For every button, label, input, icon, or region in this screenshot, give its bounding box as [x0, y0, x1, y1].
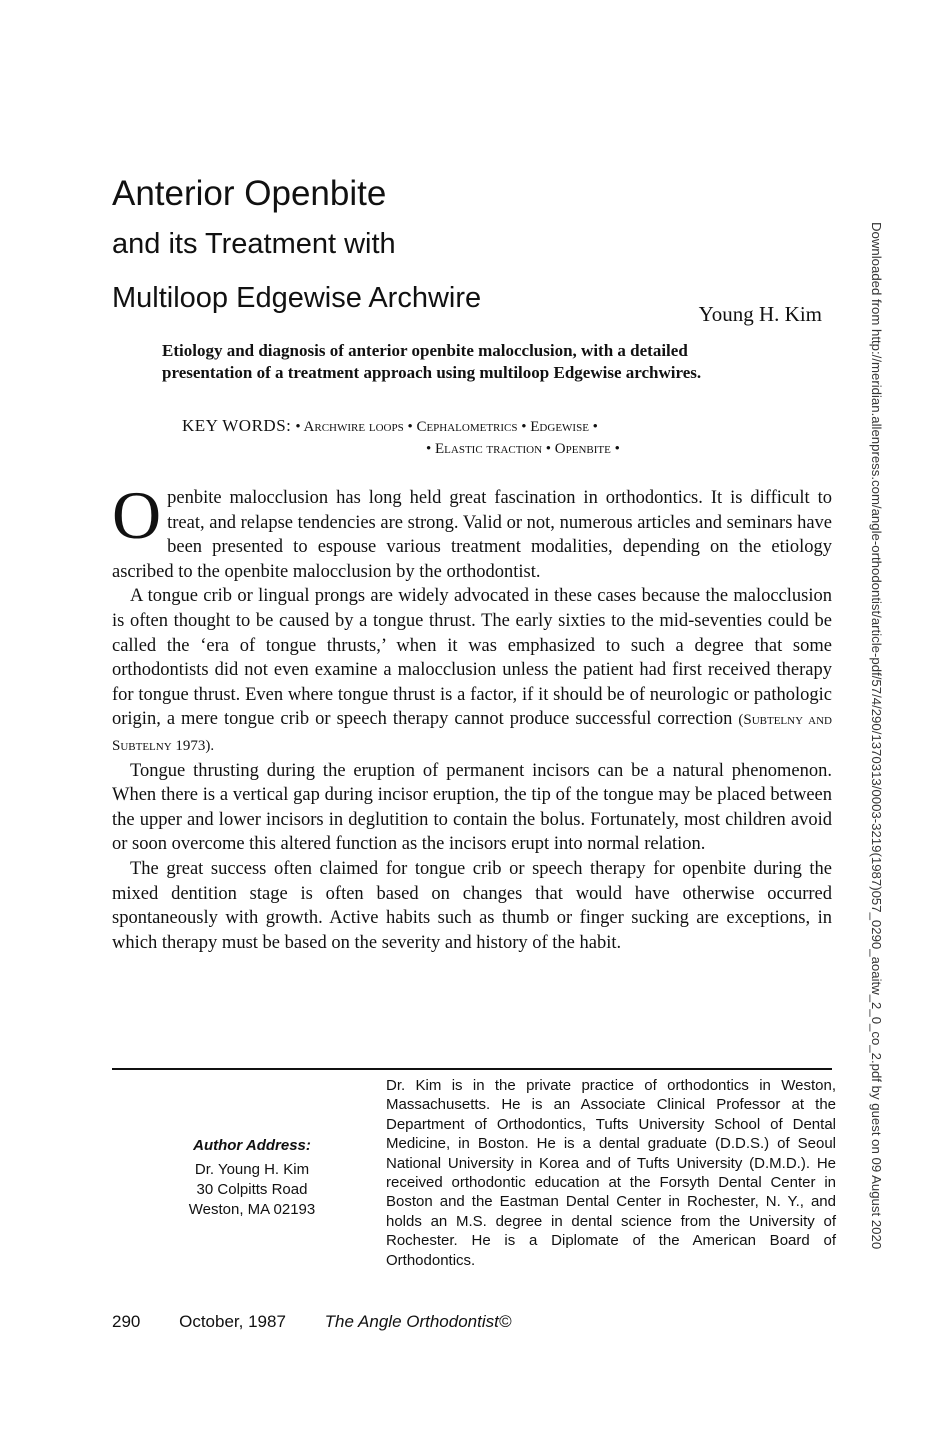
author-name: Young H. Kim [698, 302, 822, 326]
keywords-row2: • Elastic traction • Openbite • [426, 441, 620, 457]
address-line-1: Dr. Young H. Kim [194, 1161, 310, 1178]
page-number: 290 [112, 1312, 141, 1331]
download-watermark [866, 222, 886, 1250]
author-address [162, 1136, 342, 1220]
abstract: Etiology and diagnosis of anterior openbite malocclusion, with a detailed presentation of a treatment approach using multiloop Edgewise archwires. [162, 341, 702, 382]
page-footer [112, 1312, 545, 1332]
paragraph-3: Tongue thrusting during the eruption of permanent incisors can be a natural phenomenon. When there is a vertical gap during incisor eruption, the tip of the tongue may be placed between the upper and lower incisors in deglutition to contain the bolus. Fortunately, most children avoid or soon overcome this altered function as the incisors erupt into normal relation. [112, 760, 832, 855]
article-title: Anterior Openbite [112, 174, 387, 213]
article-subtitle-line2: Multiloop Edgewise Archwire [112, 282, 482, 314]
keywords-label: KEY WORDS: [182, 416, 292, 435]
keywords [182, 415, 762, 460]
citation: (Subtelny and Subtelny 1973). [112, 712, 833, 754]
drop-cap: O [112, 477, 162, 553]
article-body [112, 477, 833, 955]
download-watermark-text: Downloaded from http://meridian.allenpress.com/angle-orthodontist/article-pdf/57/4/290/1370313/0003-3219(1987)057_0290_aoaitw_2_0_co_2.pdf by guest on 09 August 2020 [869, 222, 884, 1250]
address-line-2: 30 Colpitts Road [196, 1181, 308, 1198]
paragraph-4: The great success often claimed for tongue crib or speech therapy for openbite during the mixed dentition stage is often based on changes that would have otherwise occurred spontaneously with growth. Active habits such as thumb or finger sucking are exceptions, in which therapy must be based on the severity and history of the habit. [112, 858, 832, 953]
article-subtitle-line1: and its Treatment with [112, 228, 396, 260]
paragraph-1 [112, 477, 832, 584]
issue-date: October, 1987 [179, 1312, 286, 1331]
author-bio: Dr. Kim is in the private practice of orthodontics in Weston, Massachusetts. He is an Associate Clinical Professor at the Department of Orthodontics, Tufts University School of Dental Medicine, in Boston. He is a dental graduate (D.D.S.) of Seoul National University in Korea and of Tufts University (D.M.D.). He received orthodontic education at the Forsyth Dental Center in Boston and the Eastman Dental Center in Rochester, N. Y., and holds an M.S. degree in dental science from the University of Rochester. He is a Diplomate of the American Board of Orthodontics. [386, 1077, 836, 1269]
author-address-label: Author Address: [193, 1137, 311, 1154]
paragraph-1-text: penbite malocclusion has long held great fascination in orthodontics. It is difficult to treat, and relapse tendencies are strong. Valid or not, numerous articles and seminars have been presented to espouse various treatment modalities, depending on the etiology ascribed to the openbite malocclusion by the orthodontist. [112, 488, 832, 582]
keywords-row1: • Archwire loops • Cephalometrics • Edgewise • [295, 419, 598, 435]
footnote-divider [112, 1068, 832, 1070]
paragraph-2-text: A tongue crib or lingual prongs are widely advocated in these cases because the malocclusion is often thought to be caused by a tongue thrust. The early sixties to the mid-seventies could be called the ‘era of tongue thrusts,’ when it was emphasized to such a degree that some orthodontists did not even examine a malocclusion unless the patient had first received therapy for tongue thrust. Even where tongue thrust is a factor, if it should be of neurologic or pathologic origin, a mere tongue crib or speech therapy cannot produce successful correction [112, 586, 832, 730]
paragraph-2 [112, 584, 832, 758]
address-line-3: Weston, MA 02193 [188, 1201, 316, 1218]
journal-name: The Angle Orthodontist© [324, 1312, 512, 1331]
